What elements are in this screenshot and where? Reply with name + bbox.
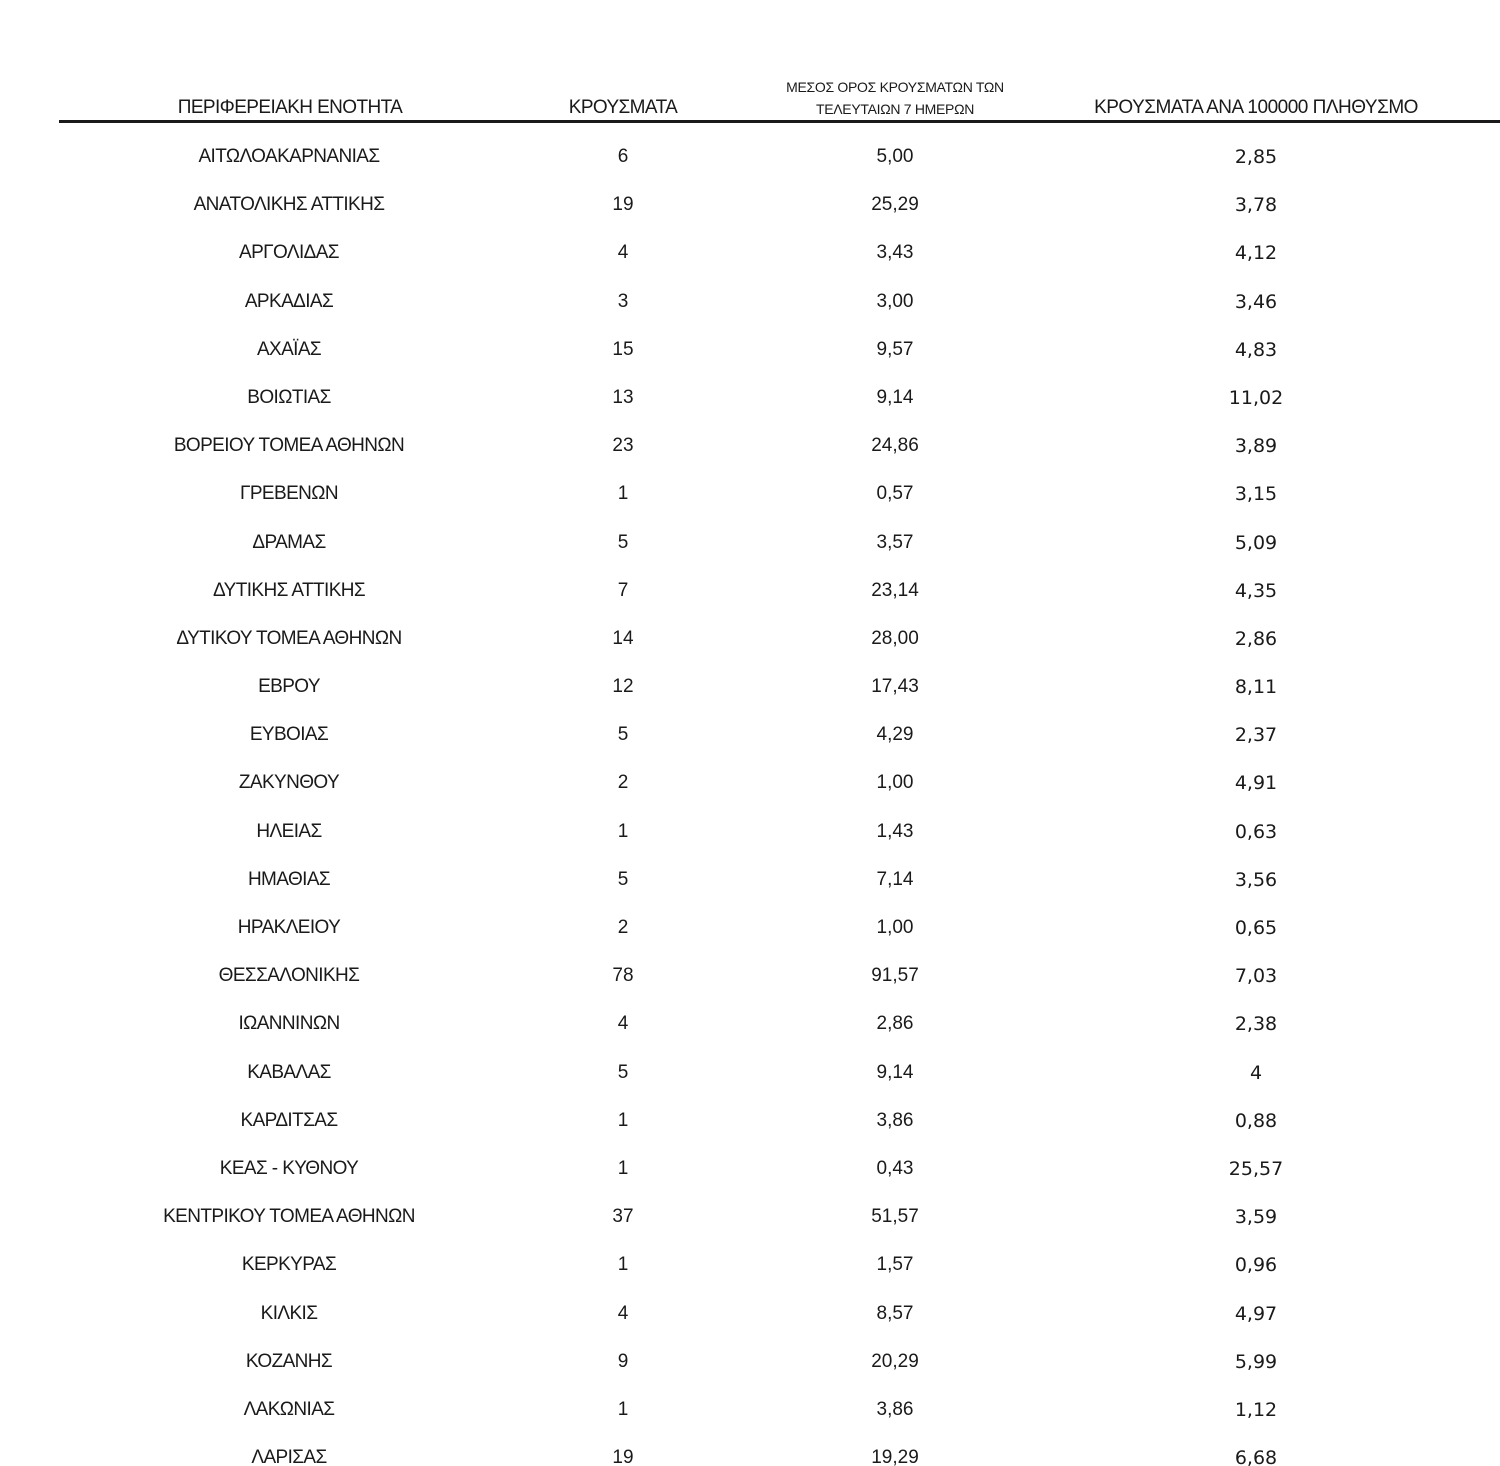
avg7-cell: 2,86 [876,1013,914,1035]
cases-cell: 78 [612,965,634,987]
region-cell: ΒΟΙΩΤΙΑΣ [247,386,331,408]
avg7-cell: 51,57 [871,1206,919,1228]
avg7-cell: 4,29 [876,724,914,746]
avg7-cell: 19,29 [871,1447,919,1466]
table-row [0,663,1500,711]
table-row [0,1290,1500,1338]
table-row [0,278,1500,326]
per100k-cell: 2,38 [1234,1013,1278,1036]
cases-cell: 1 [617,1157,629,1179]
table-row [0,615,1500,663]
cases-cell: 1 [617,820,629,842]
per100k-cell: 0,96 [1234,1254,1278,1277]
table-row [0,519,1500,567]
cases-cell: 4 [617,1013,629,1035]
per100k-cell: 0,63 [1234,820,1278,843]
cases-cell: 5 [617,1061,629,1083]
table-row [0,374,1500,422]
table-row [0,229,1500,277]
table-row [0,326,1500,374]
per100k-cell: 3,56 [1234,868,1278,891]
region-cell: ΑΙΤΩΛΟΑΚΑΡΝΑΝΙΑΣ [198,146,380,167]
cases-cell: 5 [617,868,629,890]
region-cell: ΑΡΓΟΛΙΔΑΣ [239,242,339,264]
cases-cell: 4 [617,242,629,264]
table-row [0,567,1500,615]
per100k-cell: 4,97 [1234,1302,1278,1325]
avg7-cell: 3,57 [876,531,914,553]
avg7-cell: 0,43 [876,1157,914,1179]
per100k-cell: 1,12 [1234,1398,1278,1421]
cases-cell: 37 [612,1206,634,1228]
per100k-cell: 2,85 [1234,146,1278,168]
table-row [0,1049,1500,1097]
table-row [0,1097,1500,1145]
region-cell: ΛΑΚΩΝΙΑΣ [243,1398,335,1420]
cases-cell: 6 [617,146,629,167]
table-header [0,72,1500,120]
per100k-cell: 3,89 [1234,435,1278,458]
per100k-cell: 3,59 [1234,1206,1278,1229]
per100k-cell: 4,35 [1234,579,1278,602]
region-cell: ΚΕΝΤΡΙΚΟΥ ΤΟΜΕΑ ΑΘΗΝΩΝ [163,1206,415,1228]
table-row [0,470,1500,518]
region-cell: ΑΝΑΤΟΛΙΚΗΣ ΑΤΤΙΚΗΣ [193,194,385,216]
avg7-cell: 20,29 [871,1350,919,1372]
per100k-cell: 6,68 [1234,1447,1278,1466]
cases-cell: 1 [617,1109,629,1131]
cases-cell: 1 [617,1254,629,1276]
cases-cell: 2 [617,917,629,938]
region-cell: ΑΧΑΪΑΣ [256,338,322,360]
table-row [0,1434,1500,1466]
table-row [0,181,1500,229]
cases-cell: 1 [617,1398,629,1420]
avg7-cell: 23,14 [871,579,919,601]
table-row [0,759,1500,807]
region-cell: ΗΛΕΙΑΣ [256,820,322,842]
avg7-cell: 7,14 [876,868,914,890]
table-row [0,1241,1500,1289]
table-row [0,808,1500,856]
table-row [0,1193,1500,1241]
table-row [0,1338,1500,1386]
table-body [0,133,1500,1466]
per100k-cell: 4 [1249,1061,1263,1084]
table-row [0,711,1500,759]
table-row [0,1000,1500,1048]
avg7-cell: 28,00 [871,627,919,649]
per100k-cell: 11,02 [1228,386,1284,409]
table-row [0,856,1500,904]
cases-cell: 4 [617,1302,629,1324]
cases-cell: 3 [617,290,629,312]
header-divider [59,120,1500,123]
header-7day-average-line2: ΤΕΛΕΥΤΑΙΩΝ 7 ΗΜΕΡΩΝ [815,101,975,117]
region-cell: ΖΑΚΥΝΘΟΥ [238,772,340,794]
region-cell: ΕΒΡΟΥ [258,676,320,698]
region-cell: ΛΑΡΙΣΑΣ [251,1447,327,1466]
avg7-cell: 1,00 [876,772,914,794]
table-row [0,133,1500,181]
header-7day-average [745,76,1045,120]
avg7-cell: 9,14 [876,386,914,408]
avg7-cell: 3,43 [876,242,914,264]
cases-cell: 13 [612,386,634,408]
per100k-cell: 25,57 [1228,1157,1284,1180]
region-cell: ΒΟΡΕΙΟΥ ΤΟΜΕΑ ΑΘΗΝΩΝ [173,435,405,457]
region-cell: ΔΥΤΙΚΟΥ ΤΟΜΕΑ ΑΘΗΝΩΝ [176,627,402,649]
per100k-cell: 3,46 [1234,290,1278,313]
header-region: ΠΕΡΙΦΕΡΕΙΑΚΗ ΕΝΟΤΗΤΑ [177,97,403,118]
avg7-cell: 1,57 [876,1254,914,1276]
avg7-cell: 24,86 [871,435,919,457]
region-cell: ΙΩΑΝΝΙΝΩΝ [238,1013,340,1035]
table-row [0,422,1500,470]
region-cell: ΔΡΑΜΑΣ [252,531,326,553]
per100k-cell: 0,88 [1234,1109,1278,1132]
region-cell: ΔΥΤΙΚΗΣ ΑΤΤΙΚΗΣ [212,579,366,601]
avg7-cell: 91,57 [871,965,919,987]
region-cell: ΚΑΒΑΛΑΣ [247,1061,331,1083]
header-cases-per-100k: ΚΡΟΥΣΜΑΤΑ ΑΝΑ 100000 ΠΛΗΘΥΣΜΟ [1094,97,1418,118]
cases-cell: 2 [617,772,629,794]
avg7-cell: 1,00 [876,917,914,938]
cases-cell: 1 [617,483,629,505]
per100k-cell: 8,11 [1234,676,1278,699]
avg7-cell: 3,00 [876,290,914,312]
table-row [0,1145,1500,1193]
cases-cell: 12 [612,676,634,698]
cases-cell: 19 [612,194,634,216]
per100k-cell: 2,37 [1234,724,1278,747]
header-7day-average-line1: ΜΕΣΟΣ ΟΡΟΣ ΚΡΟΥΣΜΑΤΩΝ ΤΩΝ [786,79,1004,95]
per100k-cell: 5,99 [1234,1350,1278,1373]
avg7-cell: 5,00 [876,146,914,167]
table-row [0,1386,1500,1434]
avg7-cell: 9,14 [876,1061,914,1083]
avg7-cell: 3,86 [876,1109,914,1131]
cases-cell: 23 [612,435,634,457]
cases-cell: 14 [612,627,634,649]
cases-cell: 19 [612,1447,634,1466]
region-cell: ΚΕΑΣ - ΚΥΘΝΟΥ [219,1157,359,1179]
region-cell: ΚΙΛΚΙΣ [260,1302,318,1324]
table-row [0,904,1500,952]
per100k-cell: 3,78 [1234,194,1278,217]
avg7-cell: 3,86 [876,1398,914,1420]
region-cell: ΕΥΒΟΙΑΣ [249,724,329,746]
cases-cell: 5 [617,531,629,553]
region-cell: ΗΡΑΚΛΕΙΟΥ [237,917,341,938]
avg7-cell: 25,29 [871,194,919,216]
cases-cell: 15 [612,338,634,360]
per100k-cell: 4,12 [1234,242,1278,265]
cases-cell: 7 [617,579,629,601]
region-cell: ΘΕΣΣΑΛΟΝΙΚΗΣ [218,965,360,987]
per100k-cell: 0,65 [1234,917,1278,939]
per100k-cell: 2,86 [1234,627,1278,650]
cases-cell: 5 [617,724,629,746]
per100k-cell: 4,83 [1234,338,1278,361]
region-cell: ΓΡΕΒΕΝΩΝ [239,483,338,505]
cases-cell: 9 [617,1350,629,1372]
per100k-cell: 3,15 [1234,483,1278,506]
per100k-cell: 4,91 [1234,772,1278,795]
region-cell: ΚΑΡΔΙΤΣΑΣ [240,1109,338,1131]
per100k-cell: 7,03 [1234,965,1278,988]
avg7-cell: 17,43 [871,676,919,698]
avg7-cell: 8,57 [876,1302,914,1324]
avg7-cell: 0,57 [876,483,914,505]
region-cell: ΑΡΚΑΔΙΑΣ [244,290,334,312]
region-cell: ΗΜΑΘΙΑΣ [247,868,331,890]
header-cases: ΚΡΟΥΣΜΑΤΑ [568,97,678,118]
region-cell: ΚΟΖΑΝΗΣ [245,1350,333,1372]
per100k-cell: 5,09 [1234,531,1278,554]
table-row [0,952,1500,1000]
region-cell: ΚΕΡΚΥΡΑΣ [241,1254,337,1276]
avg7-cell: 9,57 [876,338,914,360]
avg7-cell: 1,43 [876,820,914,842]
